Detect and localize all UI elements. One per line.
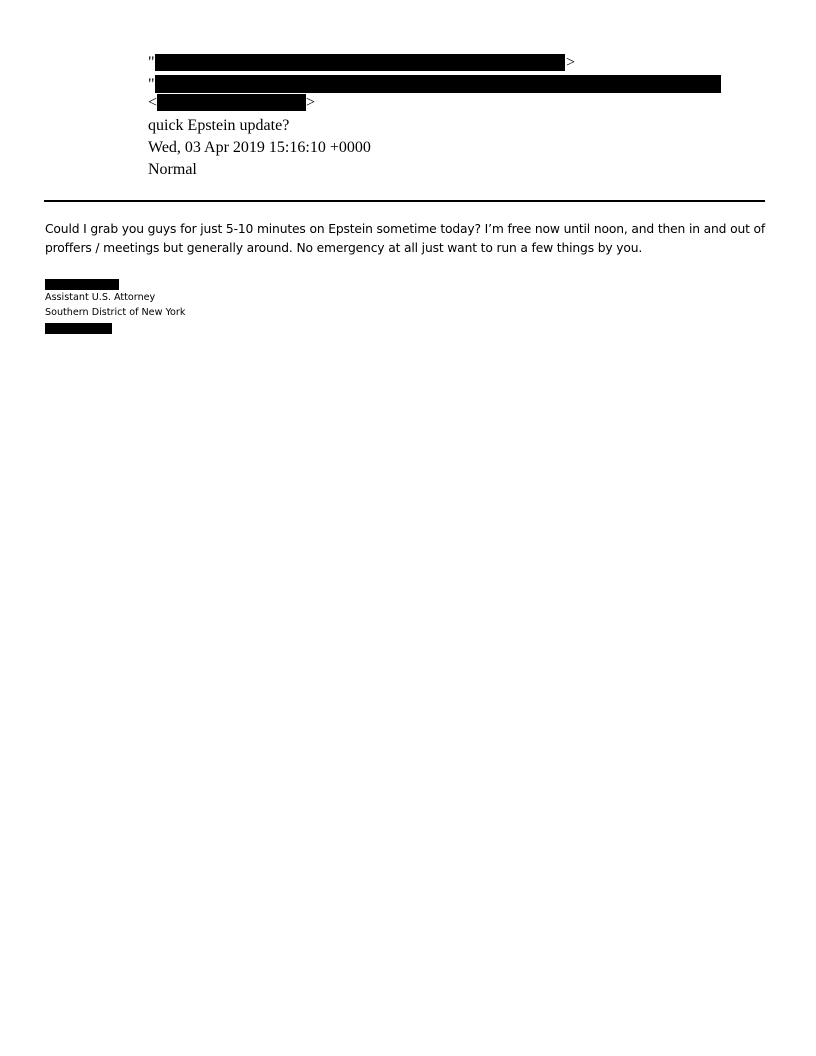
redaction-from — [155, 54, 565, 71]
redaction-signature-name — [45, 279, 119, 290]
signature-office: Southern District of New York — [45, 307, 186, 318]
subject-value: quick Epstein update? — [148, 117, 290, 134]
date-value: Wed, 03 Apr 2019 15:16:10 +0000 — [148, 139, 371, 156]
importance-value: Normal — [148, 161, 197, 178]
email-body: Could I grab you guys for just 5-10 minutes on Epstein sometime today? I’m free now until noon, and then in and out of proffers / meetings but generally around. No emergency at all just want to run a few things by you. — [45, 222, 766, 255]
to-open-quote: " — [148, 76, 155, 93]
redaction-to-address — [157, 94, 306, 111]
redaction-signature-contact — [45, 323, 112, 334]
to-open-bracket: < — [148, 94, 158, 111]
from-value — [148, 52, 155, 74]
redaction-to — [155, 75, 721, 93]
from-open-quote: " — [148, 54, 155, 71]
signature-title: Assistant U.S. Attorney — [45, 292, 156, 303]
header-divider — [44, 200, 765, 202]
to-close-bracket: > — [306, 94, 316, 111]
from-close-bracket: > — [566, 54, 576, 71]
